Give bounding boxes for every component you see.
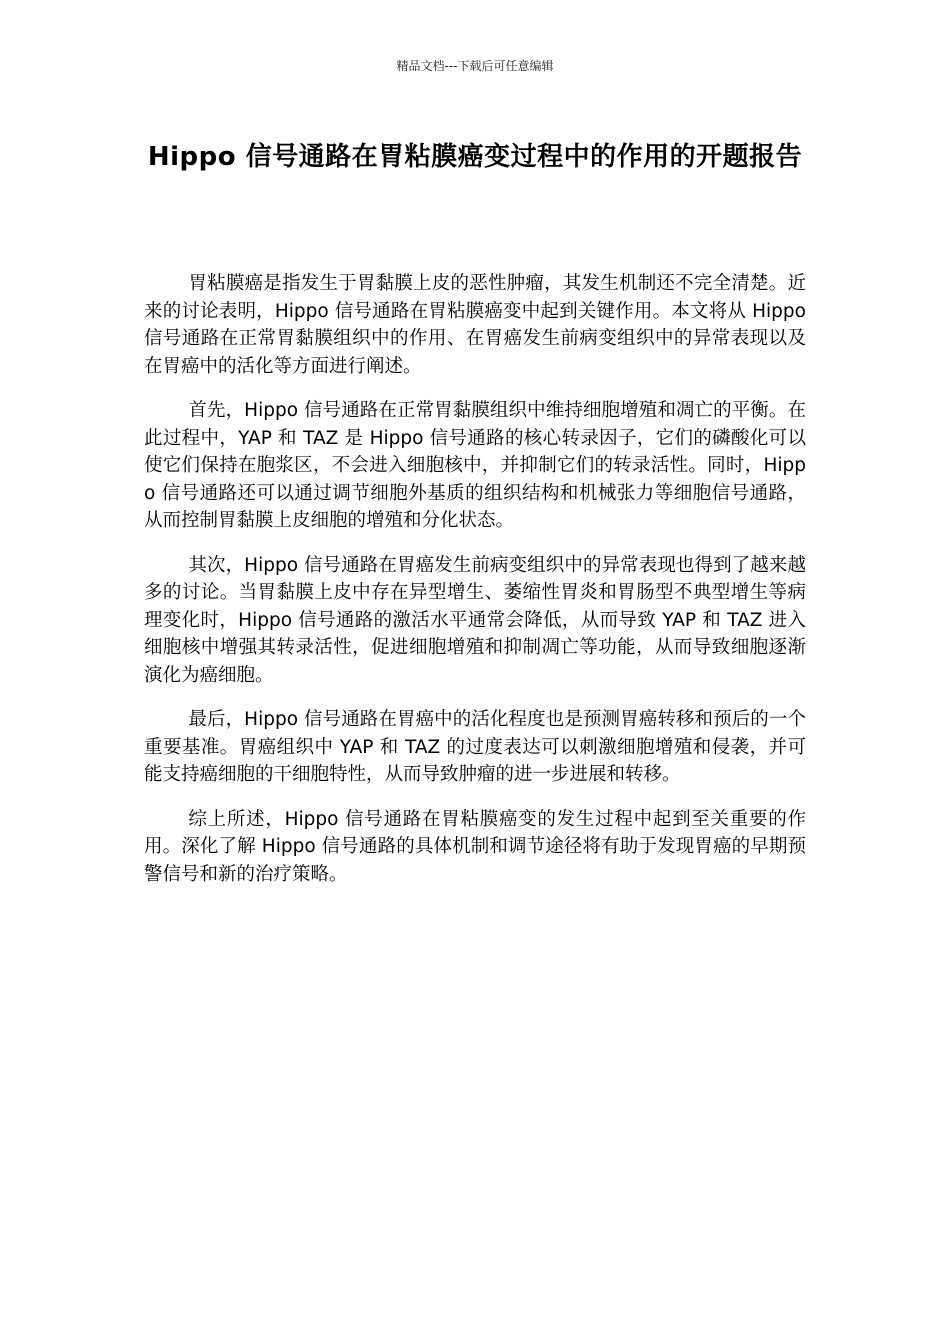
document-title: Hippo 信号通路在胃粘膜癌变过程中的作用的开题报告 bbox=[147, 142, 803, 172]
paragraph-intro: 胃粘膜癌是指发生于胃黏膜上皮的恶性肿瘤，其发生机制还不完全清楚。近来的讨论表明，Hippo 信号通路在胃粘膜癌变中起到关键作用。本文将从 Hippo 信号通路在正常胃黏膜组织中的作用、在胃癌发生前病变组织中的异常表现以及在胃癌中的活化等方面进行阐述。 bbox=[144, 273, 806, 377]
paragraph-third: 最后，Hippo 信号通路在胃癌中的活化程度也是预测胃癌转移和预后的一个重要基准。胃癌组织中 YAP 和 TAZ 的过度表达可以刺激细胞增殖和侵袭，并可能支持癌细胞的干细胞特性，从而导致肿瘤的进一步进展和转移。 bbox=[144, 709, 806, 785]
header-note: 精品文档---下载后可任意编辑 bbox=[396, 59, 554, 73]
document-body bbox=[144, 270, 806, 905]
paragraph-first: 首先，Hippo 信号通路在正常胃黏膜组织中维持细胞增殖和凋亡的平衡。在此过程中，YAP 和 TAZ 是 Hippo 信号通路的核心转录因子，它们的磷酸化可以使它们保持在胞浆区，不会进入细胞核中，并抑制它们的转录活性。同时，Hippo 信号通路还可以通过调节细胞外基质的组织结构和机械张力等细胞信号通路，从而控制胃黏膜上皮细胞的增殖和分化状态。 bbox=[144, 400, 806, 531]
paragraph-second: 其次，Hippo 信号通路在胃癌发生前病变组织中的异常表现也得到了越来越多的讨论。当胃黏膜上皮中存在异型增生、萎缩性胃炎和胃肠型不典型增生等病理变化时，Hippo 信号通路的激活水平通常会降低，从而导致 YAP 和 TAZ 进入细胞核中增强其转录活性，促进细胞增殖和抑制凋亡等功能，从而导致细胞逐渐演化为癌细胞。 bbox=[144, 554, 806, 686]
paragraph-conclusion: 综上所述，Hippo 信号通路在胃粘膜癌变的发生过程中起到至关重要的作用。深化了解 Hippo 信号通路的具体机制和调节途径将有助于发现胃癌的早期预警信号和新的治疗策略。 bbox=[144, 808, 806, 885]
